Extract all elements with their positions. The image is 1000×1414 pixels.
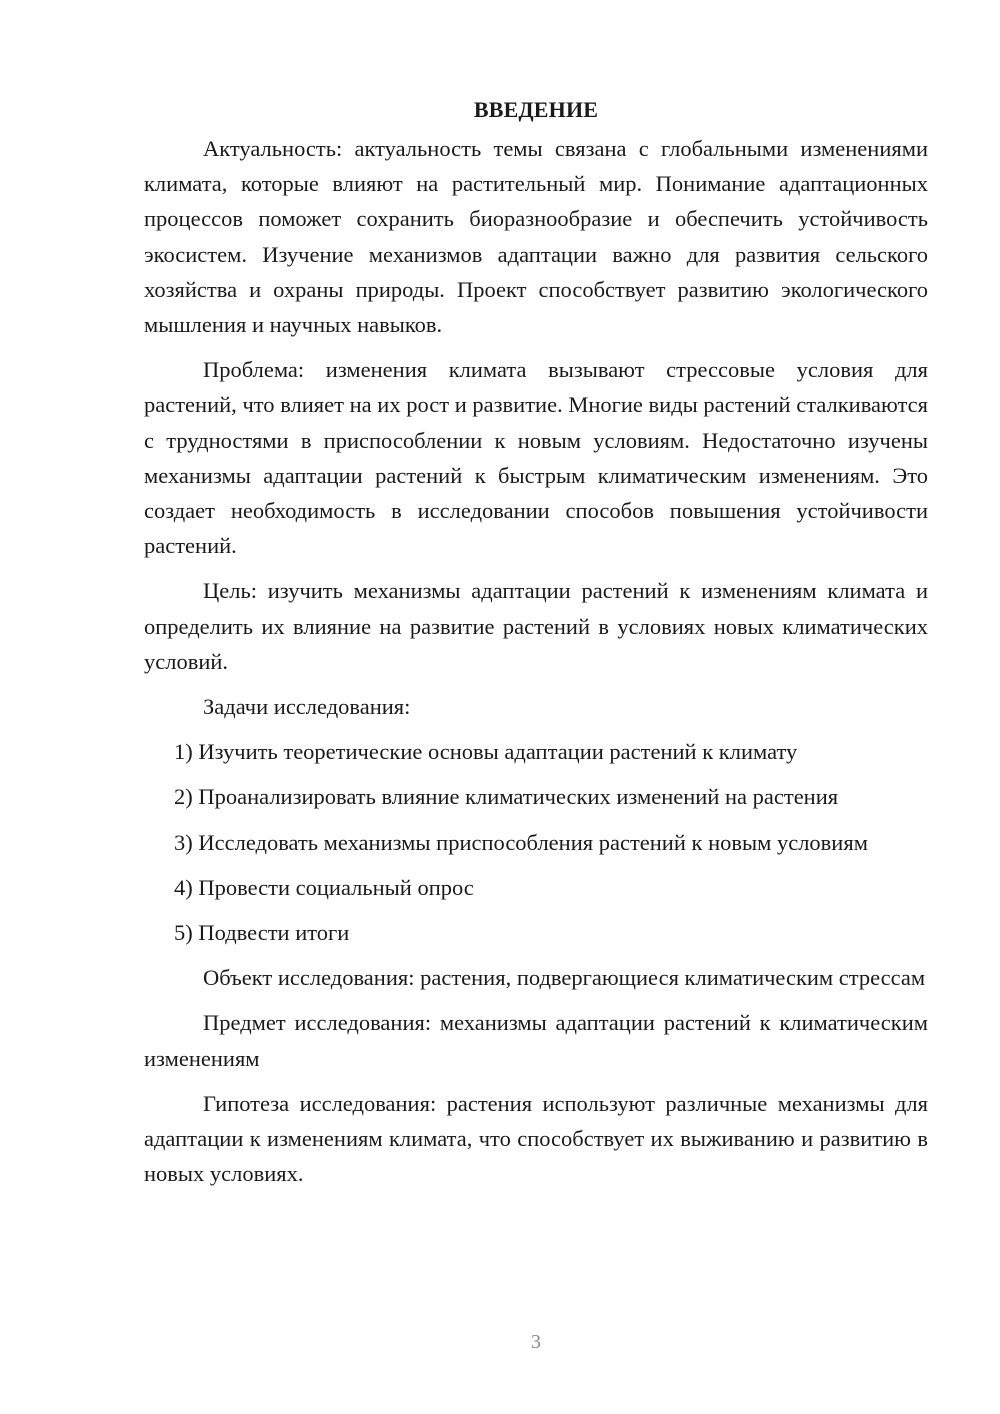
subject-paragraph: Предмет исследования: механизмы адаптации растений к климатическим изменениям (144, 1010, 928, 1071)
problem-paragraph: Проблема: изменения климата вызывают стрессовые условия для растений, что влияет на их рост и развитие. Многие виды растений сталкиваются с трудностями в приспособлении к новым условиям. Недостаточно изучены механизмы адаптации растений к быстрым климатическим изменениям. Это создает необходимость в исследовании способов повышения устойчивости растений. (144, 357, 928, 559)
task-item-4: 4) Провести социальный опрос (174, 874, 474, 900)
goal-paragraph: Цель: изучить механизмы адаптации растений к изменениям климата и определить их влияние на развитие растений в условиях новых климатических условий. (144, 578, 928, 674)
task-item-2: 2) Проанализировать влияние климатических изменений на растения (174, 784, 839, 810)
task-item-1: 1) Изучить теоретические основы адаптации растений к климату (174, 739, 798, 765)
hypothesis-paragraph: Гипотеза исследования: растения используют различные механизмы для адаптации к изменениям климата, что способствует их выживанию и развитию в новых условиях. (144, 1090, 928, 1187)
document-page (144, 92, 928, 1201)
section-heading: ВВЕДЕНИЕ (473, 97, 599, 122)
relevance-paragraph: Актуальность: актуальность темы связана с глобальными изменениями климата, которые влияют на растительный мир. Понимание адаптационных процессов поможет сохранить биоразнообразие и обеспечить устойчивость экосистем. Изучение механизмов адаптации важно для развития сельского хозяйства и охраны природы. Проект способствует развитию экологического мышления и научных навыков. (144, 136, 928, 338)
object-paragraph: Объект исследования: растения, подвергающиеся климатическим стрессам (203, 965, 926, 991)
task-item-5: 5) Подвести итоги (174, 920, 350, 946)
task-item-3: 3) Исследовать механизмы приспособления растений к новым условиям (174, 829, 868, 855)
tasks-heading: Задачи исследования: (203, 694, 411, 720)
page-number: 3 (531, 1331, 541, 1353)
